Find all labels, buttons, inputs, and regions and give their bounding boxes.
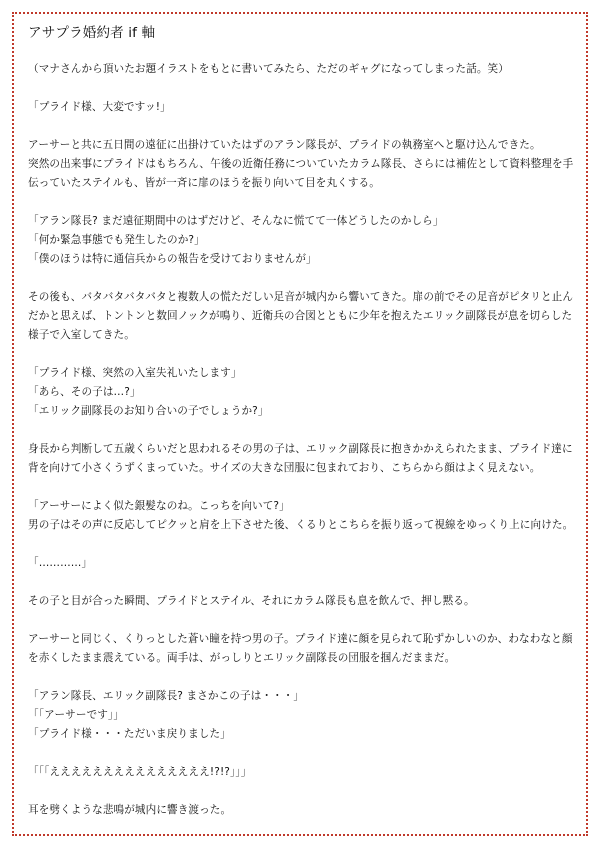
story-line: その子と目が合った瞬間、プライドとステイル、それにカラム隊長も息を飲んで、押し黙る。 (28, 595, 475, 607)
story-body (28, 24, 576, 820)
blank-line (28, 193, 576, 212)
story-line: 「あら、その子は…?」 (28, 386, 141, 398)
story-line: 「エリック副隊長のお知り合いの子でしょうか?」 (28, 405, 269, 417)
blank-line (28, 573, 576, 592)
story-line: 「アラン隊長、エリック副隊長? まさかこの子は・・・」 (28, 690, 305, 702)
story-line: 突然の出来事にプライドはもちろん、午後の近衛任務についていたカラム隊長、さらには補佐として資料整理を手伝っていたステイルも、皆が一斉に扉のほうを振り向いて目を丸くする。 (28, 158, 574, 189)
blank-line (28, 269, 576, 288)
story-title: アサプラ婚約者 if 軸 (28, 25, 156, 41)
blank-line (28, 668, 576, 687)
blank-line (28, 478, 576, 497)
story-line: 「アーサーによく似た銀髪なのね。こっちを向いて?」 (28, 500, 290, 512)
story-line: アーサーと共に五日間の遠征に出掛けていたはずのアラン隊長が、プライドの執務室へと駆け込んできた。 (28, 139, 541, 151)
blank-line (28, 744, 576, 763)
story-line: 「アラン隊長? まだ遠征期間中のはずだけど、そんなに慌てて一体どうしたのかしら」 (28, 215, 444, 227)
story-line: 「何か緊急事態でも発生したのか?」 (28, 234, 205, 246)
story-lines (28, 98, 576, 820)
story-line: その後も、バタバタバタバタと複数人の慌ただしい足音が城内から響いてきた。扉の前でその足音がピタリと止んだかと思えば、トントンと数回ノックが鳴り、近衛兵の合図とともに少年を抱えたエリック副隊長が息を切らした様子で入室してきた。 (28, 291, 574, 341)
story-line: 「プライド様、大変ですッ!」 (28, 101, 171, 113)
story-line: 耳を劈くような悲鳴が城内に響き渡った。 (28, 804, 232, 816)
story-line: 「僕のほうは特に通信兵からの報告を受けておりませんが」 (28, 253, 317, 265)
story-line: 「プライド様・・・ただいま戻りました」 (28, 728, 231, 740)
story-line: 「「アーサーです」」 (28, 709, 125, 721)
blank-line (28, 421, 576, 440)
story-line: 男の子はその声に反応してピクッと肩を上下させた後、くるりとこちらを振り返って視線をゆっくり上に向けた。 (28, 519, 574, 531)
blank-line (28, 782, 576, 801)
blank-line (28, 117, 576, 136)
blank-line (28, 79, 576, 98)
blank-line (28, 611, 576, 630)
story-line: 「「「えええええええええええええええ!?!?」」」 (28, 766, 252, 778)
blank-line (28, 345, 576, 364)
author-note: （マナさんから頂いたお題イラストをもとに書いてみたら、ただのギャグになってしまった話。笑） (28, 63, 509, 75)
story-line: 「…………」 (28, 557, 93, 569)
story-line: 身長から判断して五歳くらいだと思われるその男の子は、エリック副隊長に抱きかかえられたまま、プライド達に背を向けて小さくうずくまっていた。サイズの大きな団服に包まれており、こちらから顔はよく見えない。 (28, 443, 573, 474)
blank-line (28, 535, 576, 554)
story-line: アーサーと同じく、くりっとした蒼い瞳を持つ男の子。プライド達に顔を見られて恥ずかしいのか、わなわなと顔を赤くしたまま震えている。両手は、がっしりとエリック副隊長の団服を掴んだままだ。 (28, 633, 573, 664)
story-line: 「プライド様、突然の入室失礼いたします」 (28, 367, 242, 379)
